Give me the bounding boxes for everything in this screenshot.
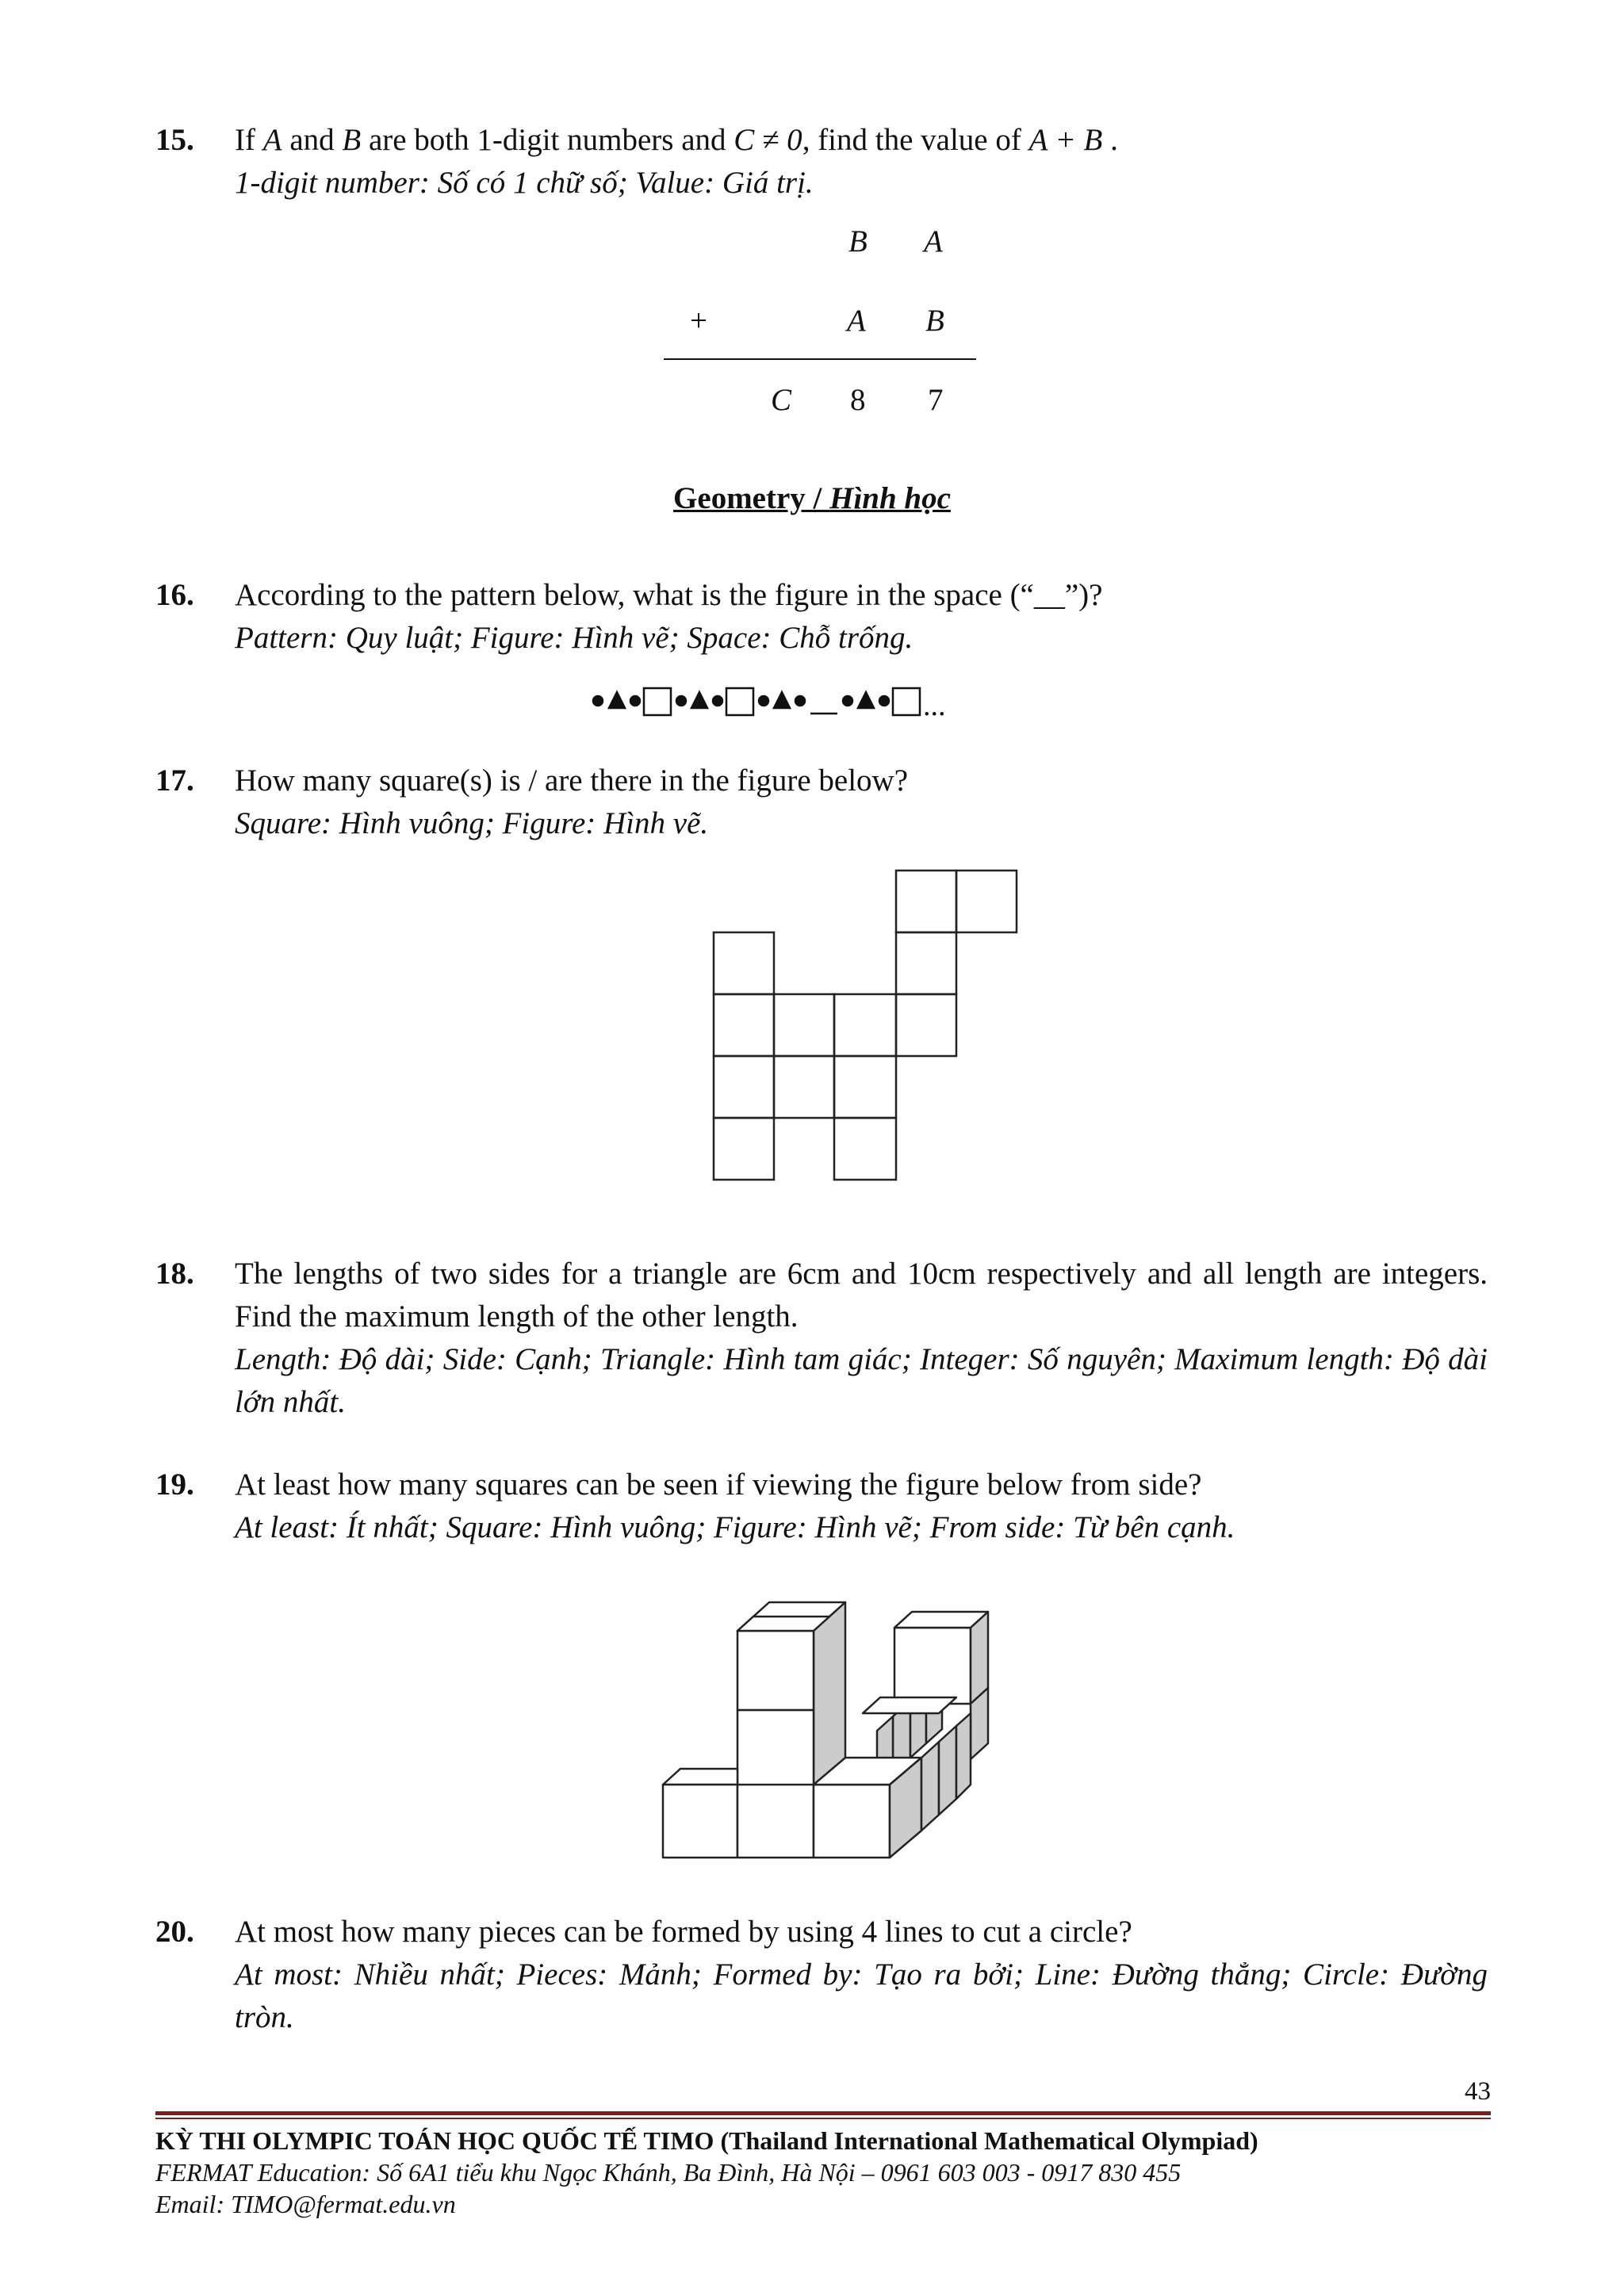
question-text: At least how many squares can be seen if viewing the figure below from side? [235,1468,1202,1502]
question-gloss: Pattern: Quy luật; Figure: Hình vẽ; Space: Chỗ trống. [235,621,914,655]
triangle-icon [691,692,707,708]
digit-row1-tens: B [848,224,868,258]
question-15 [155,119,1488,205]
footer-email: Email: TIMO@fermat.edu.vn [155,2190,456,2218]
question-17 [155,760,1488,845]
question-gloss: At least: Ít nhất; Square: Hình vuông; Figure: Hình vẽ; From side: Từ bên cạnh. [235,1510,1235,1544]
digit-result-ones: 7 [928,383,944,417]
question-19 [155,1464,1488,1549]
question-text: The lengths of two sides for a triangle are 6cm and 10cm respectively and all length are integers. Find the maximum length of the other length. [235,1257,1488,1334]
circle-icon [795,696,805,706]
section-title: Geometry / Hình học [673,481,951,515]
sum-line [664,358,976,360]
question-number: 17. [155,763,194,798]
digit-row2-ones: B [925,304,944,338]
question-number: 15. [155,123,194,157]
footer-title: KỲ THI OLYMPIC TOÁN HỌC QUỐC TẾ TIMO (Thailand International Mathematical Olympiad) [155,2126,1258,2155]
page-number: 43 [1465,2077,1491,2106]
digit-row1-ones: A [924,224,943,258]
circle-icon [843,696,852,706]
question-text: If A and B are both 1-digit numbers and C ≠ 0, find the value of A + B . [235,123,1118,157]
question-number: 16. [155,578,194,612]
question-18 [155,1253,1488,1424]
square-icon [726,688,753,715]
footer-address: FERMAT Education: Số 6A1 tiểu khu Ngọc Khánh, Ba Đình, Hà Nội – 0961 603 003 - 0917 830 455 [155,2158,1182,2187]
circle-icon [593,696,603,706]
question-number: 20. [155,1915,194,1949]
digit-row2-tens: A [847,304,866,338]
question-text: At most how many pieces can be formed by using 4 lines to cut a circle? [235,1915,1132,1949]
footer-rule-thin [155,2118,1491,2119]
digit-result-tens: 8 [850,383,866,417]
question-gloss: At most: Nhiều nhất; Pieces: Mảnh; Formed by: Tạo ra bởi; Line: Đường thẳng; Circle: Đường tròn. [235,1957,1488,2034]
triangle-icon [609,692,625,708]
question-16 [155,574,1488,660]
circle-icon [879,696,889,706]
triangle-icon [774,692,790,708]
shape-pattern [0,680,1624,722]
question-20 [155,1911,1488,2039]
pattern-figure [590,680,1034,718]
digit-result-hundreds: C [771,383,792,417]
question-text: According to the pattern below, what is the figure in the space (“__”)? [235,578,1103,612]
square-icon [644,688,671,715]
question-number: 18. [155,1257,194,1291]
circle-icon [676,696,686,706]
cube-stack-figure [658,1574,1007,1859]
square-grid-figure [706,869,1020,1191]
pattern-ellipsis: ... [923,689,946,718]
question-text: How many square(s) is / are there in the figure below? [235,763,909,798]
question-gloss: Length: Độ dài; Side: Cạnh; Triangle: Hình tam giác; Integer: Số nguyên; Maximum length: Độ dài lớn nhất. [235,1342,1488,1419]
square-icon [893,688,920,715]
circle-icon [759,696,768,706]
circle-icon [630,696,640,706]
circle-icon [713,696,722,706]
plus-operator: + [690,304,707,338]
question-gloss: 1-digit number: Số có 1 chữ số; Value: Giá trị. [235,166,814,200]
question-gloss: Square: Hình vuông; Figure: Hình vẽ. [235,806,709,840]
triangle-icon [858,692,874,708]
footer-rule-thick [155,2111,1491,2115]
question-number: 19. [155,1468,194,1502]
